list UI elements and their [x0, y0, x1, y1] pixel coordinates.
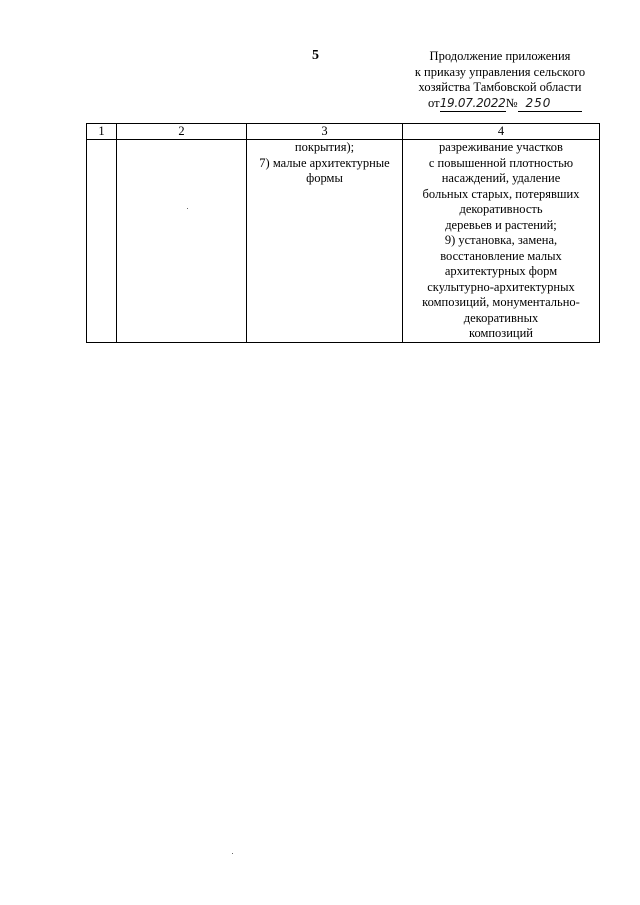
col3-line: 7) малые архитектурные: [259, 155, 390, 170]
appendix-header: [402, 49, 598, 112]
col4-line: 9) установка, замена,: [444, 233, 558, 247]
col4-line: декоративных: [463, 310, 539, 325]
cell-col-3: [247, 140, 403, 343]
col3-line: покрытия);: [294, 140, 355, 154]
col4-line: деревьев и растений;: [445, 217, 557, 232]
column-header-4: 4: [403, 124, 600, 140]
page-number: 5: [312, 48, 319, 63]
col4-line: композиций: [469, 326, 533, 340]
table-header-row: [87, 124, 600, 140]
order-date: 19.07.2022: [440, 96, 506, 113]
cell-col-4: [403, 140, 600, 343]
col4-line: скулытурно-архитектурных: [427, 279, 575, 294]
col4-line: архитектурных форм: [444, 264, 558, 278]
column-header-2: 2: [117, 124, 247, 140]
col4-line: восстановление малых: [440, 248, 562, 263]
appendix-table: [86, 123, 600, 343]
header-line-2: к приказу управления сельского: [414, 64, 586, 79]
scan-speck: [232, 853, 233, 854]
order-date-line: [402, 96, 598, 113]
date-prefix: от: [428, 95, 440, 110]
col3-line: формы: [306, 171, 343, 185]
number-prefix: №: [505, 95, 518, 110]
col4-line: композиций, монументально-: [422, 295, 580, 309]
col4-line: с повышенной плотностью: [428, 155, 574, 170]
order-number: 250: [518, 96, 582, 113]
table-row: [87, 140, 600, 343]
cell-col-1: [87, 140, 117, 343]
header-line-1: Продолжение приложения: [429, 49, 571, 63]
col4-line: разреживание участков: [439, 140, 563, 154]
cell-col-2: [117, 140, 247, 343]
col4-line: декоративность: [459, 202, 543, 216]
column-header-3: 3: [247, 124, 403, 140]
header-line-3: хозяйства Тамбовской области: [418, 80, 582, 94]
col4-line: больных старых, потерявших: [422, 186, 580, 201]
column-header-1: 1: [87, 124, 117, 140]
col4-line: насаждений, удаление: [441, 171, 561, 185]
scan-speck: [187, 208, 188, 209]
